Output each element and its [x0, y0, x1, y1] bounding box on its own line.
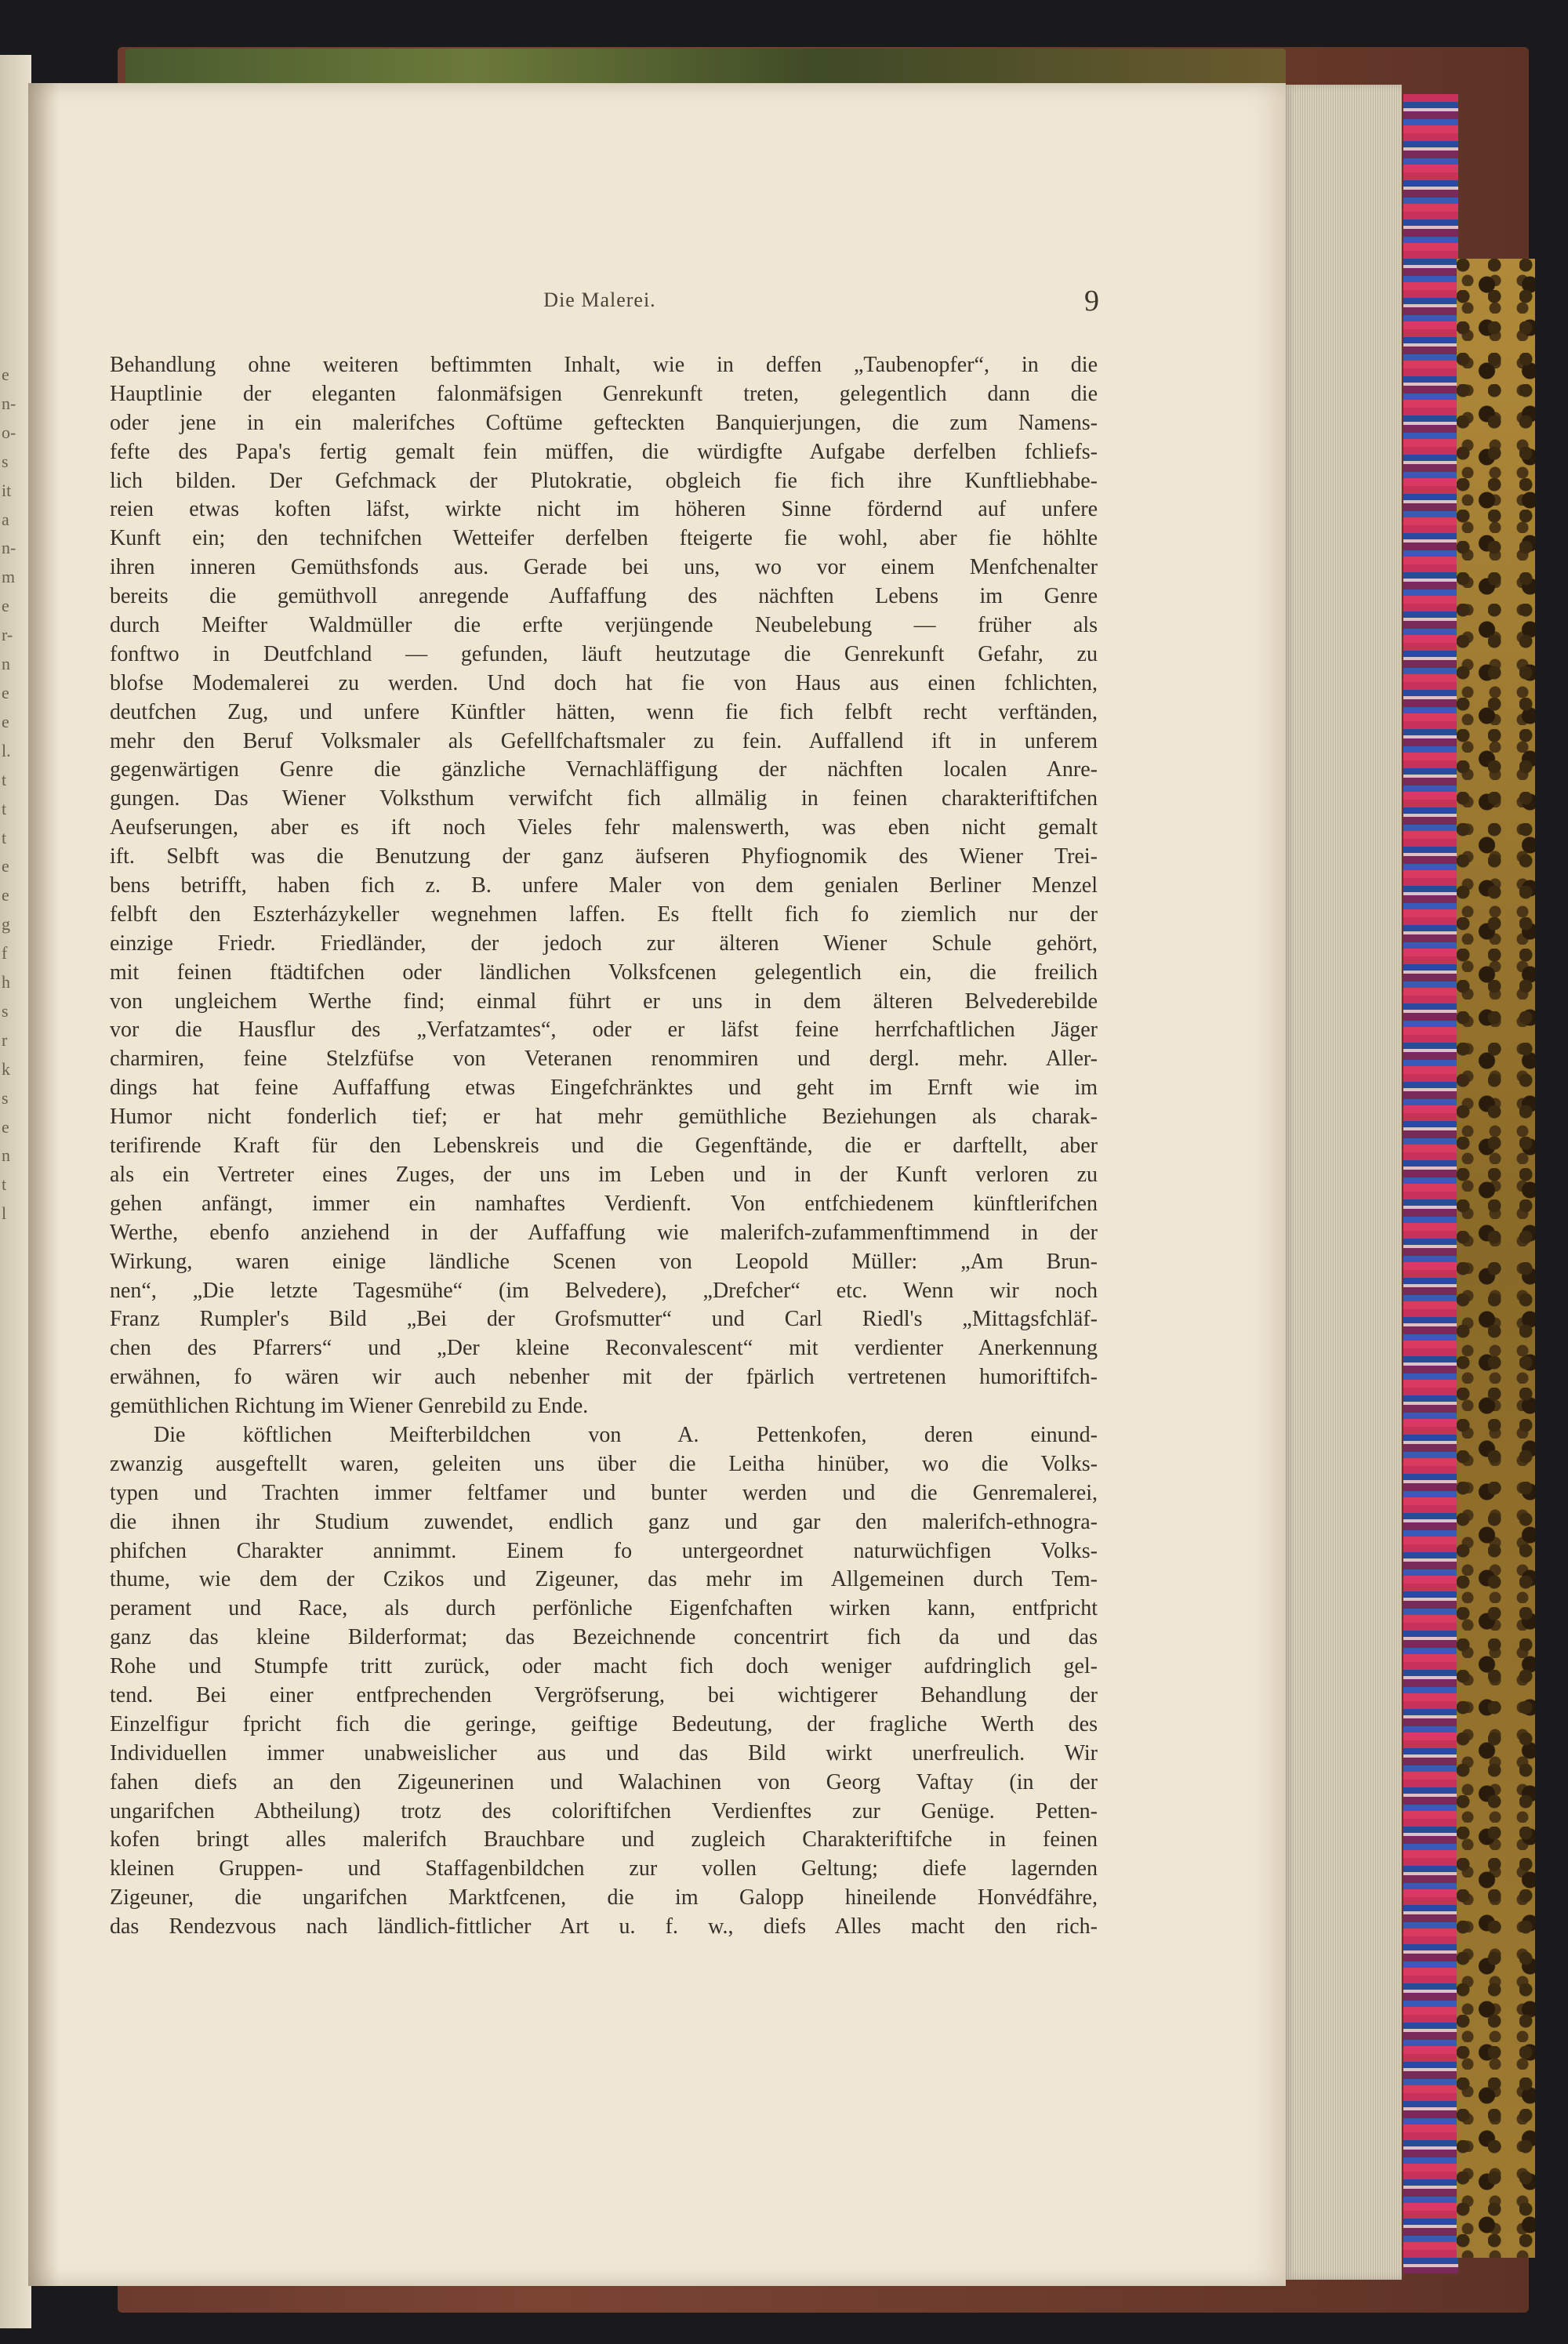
book-head-band — [125, 49, 1286, 88]
text-line: durch Meifter Waldmüller die erfte verjüngende Neubelebung — früher als — [110, 613, 1098, 638]
text-line: kofen bringt alles malerifch Brauchbare und zugleich Charakteriftifche in feinen — [110, 1827, 1098, 1852]
text-line: vor die Hausflur des „Verfatzamtes“, oder er läfst feine herrfchaftlichen Jäger — [110, 1018, 1098, 1043]
text-line: Werthe, ebenfo anziehend in der Auffaffung wie malerifch-zufammenftimmend in der — [110, 1220, 1098, 1245]
facing-page-fragment: l. — [2, 740, 11, 760]
text-line: bens betrifft, haben fich z. B. unfere Maler von dem genialen Berliner Menzel — [110, 873, 1098, 898]
text-line: ift. Selbft was die Benutzung der ganz äufseren Phyfiognomik des Wiener Trei- — [110, 844, 1098, 869]
marbled-cover-board — [1457, 259, 1535, 2258]
facing-page-fragment: t — [2, 1174, 7, 1195]
text-line: felbft den Eszterházykeller wegnehmen laffen. Es ftellt fich fo ziemlich nur der — [110, 902, 1098, 927]
facing-page-fragment: k — [2, 1058, 10, 1079]
facing-page-fragment: h — [2, 972, 10, 992]
page-stack-edge — [1284, 85, 1402, 2280]
text-line: ganz das kleine Bilderformat; das Bezeichnende concentrirt fich da und das — [110, 1625, 1098, 1650]
text-line: gegenwärtigen Genre die gänzliche Vernachläffigung der nächften localen Anre- — [110, 757, 1098, 782]
text-line: Individuellen immer unabweislicher aus und das Bild wirkt unerfreulich. Wir — [110, 1740, 1098, 1765]
gutter-shadow — [28, 83, 60, 2286]
text-line: phifchen Charakter annimmt. Einem fo untergeordnet naturwüchfigen Volks- — [110, 1538, 1098, 1563]
text-line: gemüthlichen Richtung im Wiener Genrebild zu Ende. — [110, 1394, 589, 1419]
text-line: perament und Race, als durch perfönliche Eigenfchaften wirken kann, entfpricht — [110, 1596, 1098, 1621]
text-line: Die köftlichen Meifterbildchen von A. Pettenkofen, deren einund- — [154, 1422, 1098, 1447]
facing-page-fragment: a — [2, 509, 9, 529]
body-text — [110, 351, 1098, 2005]
text-line: Rohe und Stumpfe tritt zurück, oder macht fich doch weniger aufdringlich gel- — [110, 1654, 1098, 1679]
facing-page-fragment: t — [2, 798, 7, 818]
text-line: reien etwas koften läfst, wirkte nicht im höheren Sinne fördernd auf unfere — [110, 497, 1098, 522]
marbled-page-edge — [1403, 94, 1458, 2273]
text-line: gungen. Das Wiener Volksthum verwifcht fich allmälig in feinen charakteriftifchen — [110, 786, 1098, 811]
facing-page-fragment: n- — [2, 538, 16, 558]
facing-page-fragment: it — [2, 480, 12, 500]
text-line: dings hat feine Auffaffung etwas Eingefchränktes und geht im Ernft wie im — [110, 1076, 1098, 1101]
facing-page-fragment: s — [2, 1000, 9, 1021]
facing-page-fragment: g — [2, 914, 10, 934]
facing-page-fragment: s — [2, 451, 9, 471]
facing-page-fragment: r- — [2, 625, 13, 645]
facing-page-fragment: t — [2, 769, 7, 789]
facing-page-fragment: t — [2, 827, 7, 847]
text-line: thume, wie dem der Czikos und Zigeuner, das mehr im Allgemeinen durch Tem- — [110, 1567, 1098, 1592]
text-line: fonftwo in Deutfchland — gefunden, läuft heutzutage die Genrekunft Gefahr, zu — [110, 641, 1098, 666]
facing-page-fragment: n — [2, 654, 10, 674]
facing-page-fragment: e — [2, 596, 9, 616]
running-title: Die Malerei. — [543, 288, 656, 311]
text-line: als ein Vertreter eines Zuges, der uns im Leben und in der Kunft verloren zu — [110, 1162, 1098, 1187]
text-line: kleinen Gruppen- und Staffagenbildchen zur vollen Geltung; diefe lagernden — [110, 1856, 1098, 1881]
text-line: deutfchen Zug, und unfere Künftler hätten, wenn fie fich felbft recht verftänden, — [110, 699, 1098, 724]
text-line: ihren inneren Gemüthsfonds aus. Gerade bei uns, wo vor einem Menfchenalter — [110, 555, 1098, 580]
text-line: einzige Friedr. Friedländer, der jedoch zur älteren Wiener Schule gehört, — [110, 931, 1098, 956]
facing-page-text-fragments — [2, 361, 17, 1228]
text-line: Humor nicht fonderlich tief; er hat mehr gemüthliche Beziehungen als charak- — [110, 1105, 1098, 1130]
text-line: Einzelfigur fpricht fich die geringe, geiftige Bedeutung, der fragliche Werth des — [110, 1711, 1098, 1736]
text-line: Franz Rumpler's Bild „Bei der Grofsmutter“ und Carl Riedl's „Mittagsfchläf- — [110, 1307, 1098, 1332]
text-line: Kunft ein; den technifchen Wetteifer derfelben fteigerte fie wohl, aber fie höhlte — [110, 526, 1098, 551]
facing-page-fragment: e — [2, 682, 9, 702]
text-line: Wirkung, waren einige ländliche Scenen von Leopold Müller: „Am Brun- — [110, 1249, 1098, 1274]
facing-page-fragment: r — [2, 1029, 8, 1050]
text-line: chen des Pfarrers“ und „Der kleine Reconvalescent“ mit verdienter Anerkennung — [110, 1336, 1098, 1361]
text-line: erwähnen, fo wären wir auch nebenher mit der fpärlich vertretenen humoriftifch- — [110, 1365, 1098, 1390]
facing-page-fragment: s — [2, 1087, 9, 1108]
facing-page-fragment: n — [2, 1145, 10, 1166]
facing-page-fragment: e — [2, 711, 9, 731]
facing-page-fragment: e — [2, 856, 9, 876]
text-line: die ihnen ihr Studium zuwendet, endlich ganz und gar den malerifch-ethnogra- — [110, 1509, 1098, 1534]
text-line: tend. Bei einer entfprechenden Vergröfserung, bei wichtigerer Behandlung der — [110, 1682, 1098, 1707]
text-line: fefte des Papa's fertig gemalt fein müffen, die würdigfte Aufgabe derfelben fchliefs- — [110, 439, 1098, 464]
text-line: von ungleichem Werthe find; einmal führt er uns in dem älteren Belvederebilde — [110, 989, 1098, 1014]
facing-page-fragment: m — [2, 567, 16, 587]
text-line: typen und Trachten immer feltfamer und bunter werden und die Genremalerei, — [110, 1480, 1098, 1505]
text-line: terifirende Kraft für den Lebenskreis und die Gegenftände, die er darftellt, aber — [110, 1134, 1098, 1159]
text-line: das Rendezvous nach ländlich-fittlicher Art u. f. w., diefs Alles macht den rich- — [110, 1914, 1098, 1939]
text-line: Behandlung ohne weiteren beftimmten Inhalt, wie in deffen „Taubenopfer“, in die — [110, 353, 1098, 377]
facing-page-fragment: f — [2, 943, 8, 963]
text-line: charmiren, feine Stelzfüfse von Veteranen renommiren und dergl. mehr. Aller- — [110, 1047, 1098, 1072]
page-number: 9 — [1084, 285, 1099, 317]
facing-page-fragment: e — [2, 885, 9, 905]
text-line: Aeufserungen, aber es ift noch Vieles fehr malenswerth, was eben nicht gemalt — [110, 815, 1098, 840]
text-line: fahen diefs an den Zigeunerinen und Walachinen von Georg Vaftay (in der — [110, 1769, 1098, 1794]
text-line: ungarifchen Abtheilung) trotz des coloriftifchen Verdienftes zur Genüge. Petten- — [110, 1798, 1098, 1823]
text-line: blofse Modemalerei zu werden. Und doch hat fie von Haus aus einen fchlichten, — [110, 670, 1098, 695]
text-line: gehen anfängt, immer ein namhaftes Verdienft. Von entfchiedenem künftlerifchen — [110, 1191, 1098, 1216]
facing-page-fragment: n- — [2, 393, 16, 413]
text-line: mehr den Beruf Volksmaler als Gefellfchaftsmaler zu fein. Auffallend ift in unferem — [110, 728, 1098, 753]
text-line: mit feinen ftädtifchen oder ländlichen Volksfcenen gelegentlich ein, die freilich — [110, 960, 1098, 985]
text-line: zwanzig ausgeftellt waren, geleiten uns über die Leitha hinüber, wo die Volks- — [110, 1451, 1098, 1476]
facing-page-fragment: o- — [2, 422, 16, 442]
text-line: Zigeuner, die ungarifchen Marktfcenen, die im Galopp hineilende Honvédfähre, — [110, 1885, 1098, 1910]
running-head — [110, 285, 1099, 320]
text-line: oder jene in ein malerifches Coftüme gefteckten Banquierjungen, die zum Namens- — [110, 410, 1098, 435]
facing-page-fragment: e — [2, 1116, 9, 1137]
facing-page-fragment: l — [2, 1203, 7, 1224]
text-line: bereits die gemüthvoll anregende Auffaffung des nächften Lebens im Genre — [110, 584, 1098, 609]
facing-page-fragment: e — [2, 365, 9, 384]
text-line: Hauptlinie der eleganten falonmäfsigen Genrekunft treten, gelegentlich dann die — [110, 381, 1098, 406]
text-line: lich bilden. Der Gefchmack der Plutokratie, obgleich fie fich ihre Kunftliebhabe- — [110, 468, 1098, 493]
text-line: nen“, „Die letzte Tagesmühe“ (im Belvedere), „Drefcher“ etc. Wenn wir noch — [110, 1278, 1098, 1303]
